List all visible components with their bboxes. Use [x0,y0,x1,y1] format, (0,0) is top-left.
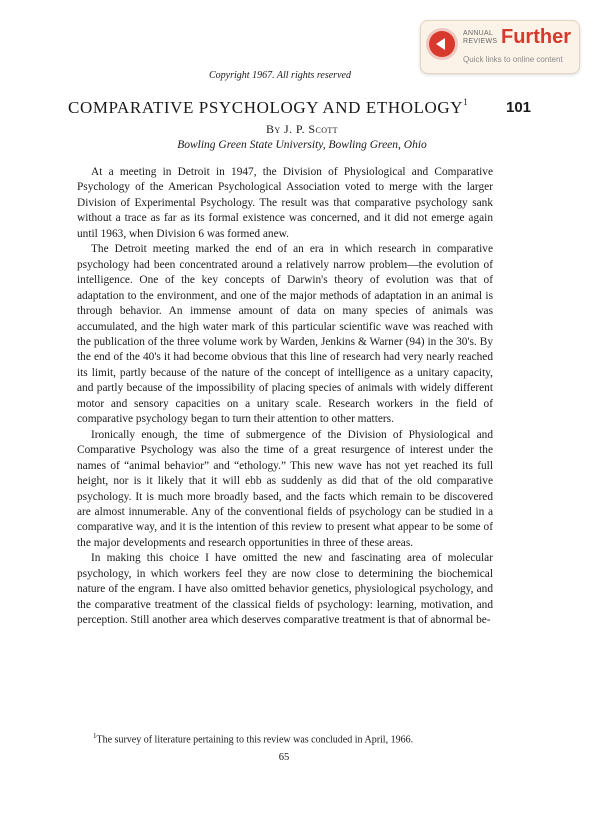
paragraph-4: In making this choice I have omitted the new and fascinating area of molecular psychology, in which workers feel they are now close to determining the biochemical nature of the engram. I have also omitted behavior genetics, physiological psychology, and the comparative treatment of the classical fields of psychology: learning, motivation, and perception. Still another area which deserves comparative treatment is that of abnormal be- [77,552,493,627]
further-label: Further [501,26,571,48]
play-back-icon[interactable] [429,31,455,57]
author-affiliation: Bowling Green State University, Bowling Green, Ohio [177,139,427,151]
article-body [77,165,493,629]
footnote-text: The survey of literature pertaining to this review was concluded in April, 1966. [96,734,414,746]
article-title-text: COMPARATIVE PSYCHOLOGY AND ETHOLOGY [68,98,464,117]
further-sublabel: Quick links to online content [463,55,563,64]
annual-label: ANNUAL [463,30,494,37]
footnote [93,732,495,745]
reviews-label: REVIEWS [463,37,498,45]
byline [0,122,604,137]
copyright-notice: Copyright 1967. All rights reserved [209,70,351,81]
byline-prefix: By [266,122,281,136]
article-title [68,98,468,118]
footnote-mark: 1 [93,732,97,740]
annual-reviews-logo-text [463,30,499,45]
paragraph-2: The Detroit meeting marked the end of an era in which research in comparative psychology had been concentrated around a relatively narrow problem—the evolution of intelligence. One of the key concepts of Darwin's theory of evolution was that of adaptation to the environment, and one of the major methods of adaptation in an animal is through behavior. An immense amount of data on many species of animals was accumulated, and the high water mark of this particular scientific wave was reached with the publication of the three volume work by Warden, Jenkins & Warner (94) in the 30's. By the end of the 40's it had become obvious that this line of research had very nearly reached its limit, partly because of the nature of the concept of intelligence as a unitary capacity, and partly because of the impossibility of placing species of animals with widely different motor and sensory capacities on a unitary scale. Research workers in the field of comparative psychology began to turn their attention to other matters. [77,243,493,426]
title-footnote-mark: 1 [463,97,468,107]
page-folio: 65 [278,752,290,763]
author-name: J. P. Scott [284,122,338,136]
paragraph-3: Ironically enough, the time of submergence of the Division of Physiological and Comparative Psychology was also the time of a great resurgence of interest under the names of “animal behavior” and “ethology.” This new wave has not yet reached its full height, nor is it likely that it will ebb as suddenly as did that of the old comparative psychology. It is much more broadly based, and the facts which remain to be discovered are almost innumerable. Any of the conventional fields of psychology can be studied in a comparative way, and it is the intention of this review to present what appear to be some of the major developments and research opportunities in three of these areas. [77,428,493,549]
page-number-badge: 101 [506,99,532,116]
further-badge[interactable] [420,20,580,74]
paragraph-1: At a meeting in Detroit in 1947, the Division of Physiological and Comparative Psychology of the American Psychological Association voted to merge with the larger Division of Experimental Psychology. The result was that comparative psychology sank without a trace as far as its formal existence was concerned, and it did not emerge again until 1963, when Division 6 was formed anew. [77,166,493,240]
